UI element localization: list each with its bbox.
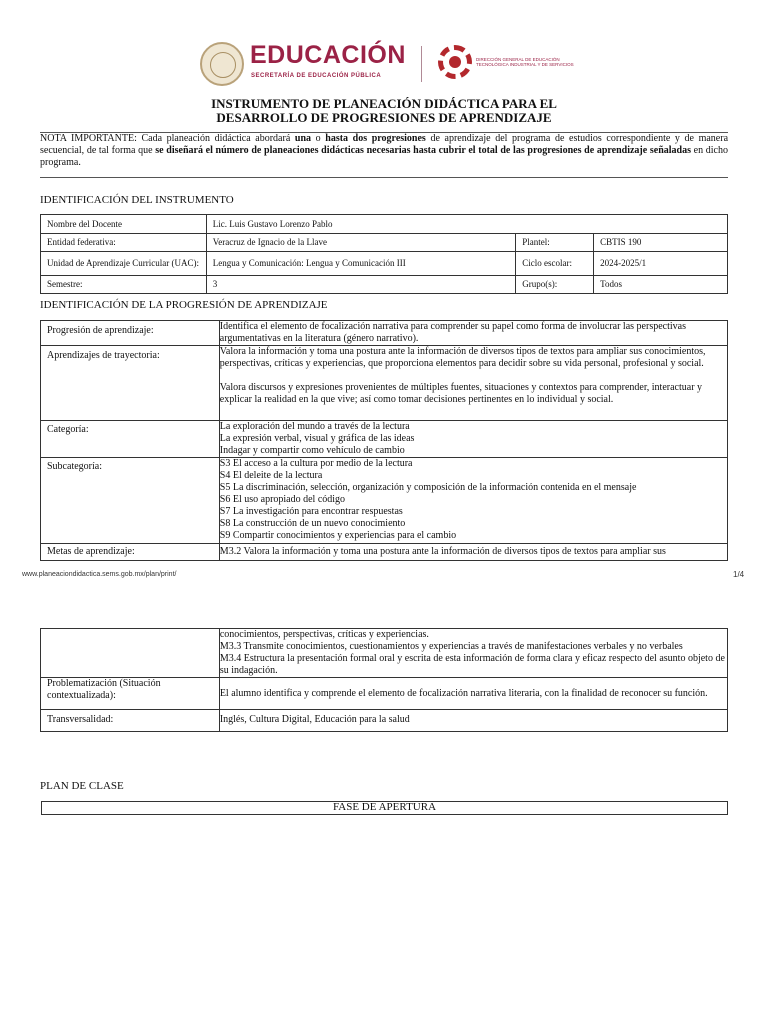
problematizacion-value: El alumno identifica y comprende el elemento de focalización narrativa literaria, con la finalidad de reconocer su función. <box>219 678 727 710</box>
uac-value: Lengua y Comunicación: Lengua y Comunicación III <box>206 252 515 276</box>
metas-label: Metas de aprendizaje: <box>41 544 220 561</box>
transversalidad-value: Inglés, Cultura Digital, Educación para la salud <box>219 710 727 732</box>
plantel-value: CBTIS 190 <box>594 234 728 252</box>
table-row <box>41 234 728 252</box>
identification-table <box>40 214 728 294</box>
progresion-value: Identifica el elemento de focalización narrativa para comprender su papel como forma de involucrar las perspectivas argumentativas en la literatura (género narrativo). <box>219 321 727 346</box>
progression-table-continued <box>40 628 728 732</box>
list-item: La expresión verbal, visual y gráfica de las ideas <box>219 433 415 444</box>
semestre-value: 3 <box>206 276 515 294</box>
docente-label: Nombre del Docente <box>41 215 207 234</box>
categoria-value <box>219 421 727 458</box>
problematizacion-label: Problematización (Situación contextualizada): <box>41 678 220 710</box>
dgeti-gear-icon <box>438 45 472 79</box>
list-item: S5 La discriminación, selección, organización y composición de la información contenida en el mensaje <box>219 482 637 493</box>
transversalidad-label: Transversalidad: <box>41 710 220 732</box>
progresion-label: Progresión de aprendizaje: <box>41 321 220 346</box>
list-item: S7 La investigación para encontrar respuestas <box>219 506 403 517</box>
nota-bold-2: hasta dos progresiones <box>325 133 426 144</box>
list-item: S4 El deleite de la lectura <box>219 470 323 481</box>
ciclo-value: 2024-2025/1 <box>594 252 728 276</box>
fase-apertura-header: FASE DE APERTURA <box>41 801 728 815</box>
table-row <box>41 678 728 710</box>
list-item: conocimientos, perspectivas, críticas y experiencias. <box>219 629 429 640</box>
metas-label-continued <box>41 629 220 678</box>
list-item: S9 Compartir conocimientos y experiencias para el cambio <box>219 530 457 541</box>
list-item: S6 El uso apropiado del código <box>219 494 346 505</box>
list-item: La exploración del mundo a través de la lectura <box>219 421 410 432</box>
table-row <box>41 321 728 346</box>
table-row <box>41 458 728 544</box>
subcategoria-label: Subcategoría: <box>41 458 220 544</box>
dgeti-logo-text <box>476 57 586 67</box>
semestre-label: Semestre: <box>41 276 207 294</box>
categoria-label: Categoría: <box>41 421 220 458</box>
nota-importante <box>40 133 728 169</box>
ciclo-label: Ciclo escolar: <box>516 252 594 276</box>
uac-label: Unidad de Aprendizaje Curricular (UAC): <box>41 252 207 276</box>
list-item: S3 El acceso a la cultura por medio de la lectura <box>219 458 413 469</box>
trayectoria-paragraph-1: Valora la información y toma una postura ante la información de diversos tipos de textos para ampliar sus conocimientos, perspectivas, críticas y experiencias, que proporciona elementos para decidir sobre su vida personal, profesional y social. <box>219 346 706 369</box>
seal-emblem-icon <box>210 52 236 78</box>
footer-url: www.planeaciondidactica.sems.gob.mx/plan/print/ <box>22 571 177 578</box>
list-item: Indagar y compartir como vehículo de cambio <box>219 445 405 456</box>
metas-value-page-1: M3.2 Valora la información y toma una postura ante la información de diversos tipos de textos para ampliar sus <box>219 544 727 561</box>
progression-table <box>40 320 728 561</box>
table-row <box>41 710 728 732</box>
nota-bold-3: se diseñará el número de planeaciones didácticas necesarias hasta cubrir el total de las progresiones de aprendizaje señaladas <box>155 145 691 156</box>
trayectoria-value <box>219 346 727 421</box>
nota-text-3: de aprendizaje del programa de estudios correspondiente y de manera secuencial, de tal forma que <box>40 133 729 156</box>
nota-text-1: NOTA IMPORTANTE: Cada planeación didáctica abordará <box>40 133 295 144</box>
entidad-label: Entidad federativa: <box>41 234 207 252</box>
sep-seal-logo <box>200 42 244 86</box>
plantel-label: Plantel: <box>516 234 594 252</box>
section-identificacion-instrumento: IDENTIFICACIÓN DEL INSTRUMENTO <box>40 194 234 206</box>
nota-text-2: o <box>311 133 326 144</box>
divider-bottom <box>40 177 728 178</box>
dgeti-line-1: DIRECCIÓN GENERAL DE EDUCACIÓN <box>476 57 560 62</box>
gear-center-icon <box>449 56 461 68</box>
document-title-line-1: INSTRUMENTO DE PLANEACIÓN DIDÁCTICA PARA EL <box>211 96 557 111</box>
metas-value-page-2 <box>219 629 727 678</box>
trayectoria-paragraph-2: Valora discursos y expresiones provenientes de múltiples fuentes, situaciones y contextos para comprender, interactuar y explicar la realidad en la que vive; así como tomar decisiones pertinentes en lo individual y social. <box>219 382 703 405</box>
list-item: M3.4 Estructura la presentación formal oral y escrita de esta información de forma clara y eficaz respecto del asunto objeto de su indagación. <box>219 653 725 676</box>
table-row <box>41 276 728 294</box>
table-row <box>41 544 728 561</box>
table-row <box>41 346 728 421</box>
nota-bold-1: una <box>294 133 312 144</box>
table-row <box>41 252 728 276</box>
nota-text-4: en dicho programa. <box>40 145 728 168</box>
sep-logo-subtext: SECRETARÍA DE EDUCACIÓN PÚBLICA <box>251 73 382 79</box>
table-row <box>41 215 728 234</box>
footer-page-number: 1/4 <box>733 570 745 579</box>
dgeti-line-2: TECNOLÓGICA INDUSTRIAL Y DE SERVICIOS <box>476 62 574 67</box>
grupo-label: Grupo(s): <box>516 276 594 294</box>
grupo-value: Todos <box>594 276 728 294</box>
docente-value: Lic. Luis Gustavo Lorenzo Pablo <box>206 215 727 234</box>
educacion-logo-text: EDUCACIÓN <box>250 41 406 69</box>
list-item: M3.3 Transmite conocimientos, cuestionamientos y experiencias a través de manifestaciones verbales y no verbales <box>219 641 683 652</box>
trayectoria-label: Aprendizajes de trayectoria: <box>41 346 220 421</box>
document-title-line-2: DESARROLLO DE PROGRESIONES DE APRENDIZAJE <box>216 110 552 125</box>
subcategoria-value <box>219 458 727 544</box>
logo-separator <box>421 46 422 82</box>
section-plan-de-clase: PLAN DE CLASE <box>40 780 124 792</box>
entidad-value: Veracruz de Ignacio de la Llave <box>206 234 515 252</box>
section-identificacion-progresion: IDENTIFICACIÓN DE LA PROGRESIÓN DE APRENDIZAJE <box>40 299 328 311</box>
list-item: S8 La construcción de un nuevo conocimiento <box>219 518 406 529</box>
table-row <box>41 421 728 458</box>
table-row <box>41 629 728 678</box>
